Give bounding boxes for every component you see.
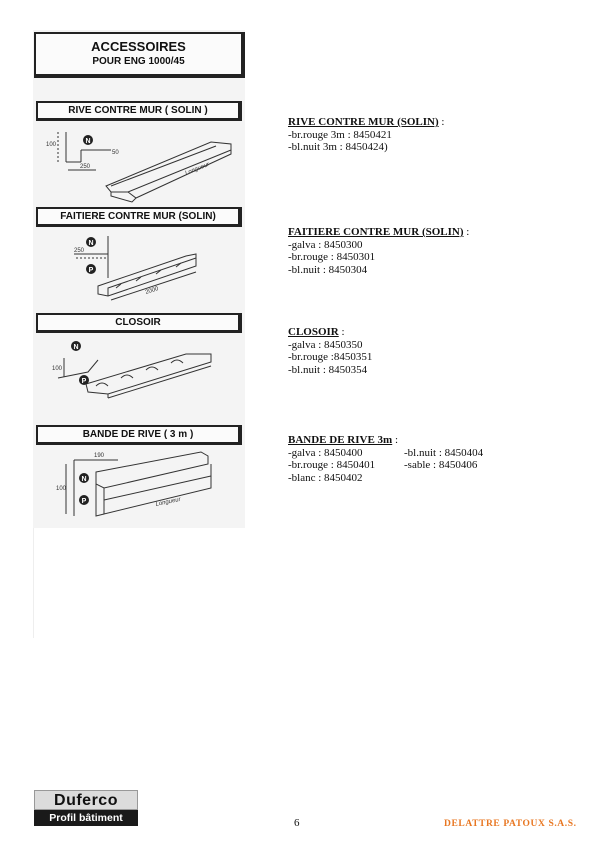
product-block-faitiere [288, 226, 469, 276]
colon-faitiere: : [463, 226, 470, 238]
dim-100-rive: 100 [46, 142, 57, 148]
section-label-rive: RIVE CONTRE MUR ( SOLIN ) [36, 101, 242, 121]
mark-p-closoir: P [81, 378, 87, 385]
section-label-bande: BANDE DE RIVE ( 3 m ) [36, 425, 242, 445]
colon-closoir: : [338, 326, 345, 338]
title-line-2: POUR ENG 1000/45 [92, 56, 185, 67]
product-block-rive [288, 116, 444, 154]
heading-bande: BANDE DE RIVE 3m [288, 434, 393, 446]
faitiere-item-2: -br.rouge : 8450301 [288, 251, 376, 263]
dim-100-bande: 100 [56, 486, 67, 492]
bande-drawing [36, 444, 241, 526]
faitiere-item-3: -bl.nuit : 8450304 [288, 263, 368, 276]
colon-rive: : [438, 116, 445, 128]
faitiere-item-1: -galva : 8450300 [288, 238, 363, 251]
product-block-closoir [288, 326, 372, 376]
dim-100-closoir: 100 [52, 366, 63, 372]
closoir-item-1: -galva : 8450350 [288, 338, 363, 351]
duferco-logo [34, 790, 138, 827]
page-number: 6 [294, 817, 300, 829]
mark-n-closoir: N [73, 344, 79, 351]
bande-item-galva: -galva : 8450400 [288, 446, 363, 459]
bande-item-brrouge: -br.rouge : 8450401 [288, 459, 376, 471]
scan-edge-line [33, 528, 34, 638]
rive-item-1: -br.rouge 3m : 8450421 [288, 128, 392, 141]
mark-p-bande: P [81, 498, 87, 505]
length-label-bande: Longueur [155, 496, 182, 508]
company-name: DELATTRE PATOUX S.A.S. [444, 819, 577, 829]
colon-bande: : [392, 434, 399, 446]
section-label-closoir: CLOSOIR [36, 313, 242, 333]
faitiere-drawing [36, 226, 241, 308]
closoir-item-3: -bl.nuit : 8450354 [288, 363, 368, 376]
closoir-drawing [36, 332, 241, 414]
section-label-faitiere: FAITIERE CONTRE MUR (SOLIN) [36, 207, 242, 227]
bande-item-blnuit: -bl.nuit : 8450404 [404, 446, 484, 459]
rive-drawing [36, 120, 241, 205]
accessories-title-box [34, 32, 245, 78]
rive-item-2: -bl.nuit 3m : 8450424) [288, 141, 388, 153]
mark-n-faitiere: N [88, 240, 94, 247]
bande-item-blanc: -blanc : 8450402 [288, 471, 363, 484]
logo-tagline: Profil bâtiment [34, 810, 138, 826]
mark-n-bande: N [81, 476, 87, 483]
product-block-bande [288, 434, 483, 484]
bande-item-sable: -sable : 8450406 [404, 459, 478, 471]
heading-rive: RIVE CONTRE MUR (SOLIN) [288, 116, 439, 128]
dim-50-rive: 50 [112, 150, 119, 156]
logo-wordmark: Duferco [34, 790, 138, 810]
mark-n-rive: N [85, 138, 91, 145]
length-label-rive: Longueur [184, 161, 211, 177]
dim-250-rive: 250 [80, 164, 91, 170]
mark-p-faitiere: P [88, 267, 94, 274]
dim-250-faitiere: 250 [74, 248, 85, 254]
closoir-item-2: -br.rouge :8450351 [288, 351, 373, 363]
title-line-1: ACCESSOIRES [91, 39, 186, 54]
dim-190-bande: 190 [94, 453, 105, 459]
heading-closoir: CLOSOIR [288, 326, 339, 338]
heading-faitiere: FAITIERE CONTRE MUR (SOLIN) [288, 226, 464, 238]
dim-2000-faitiere: 2000 [144, 286, 160, 296]
